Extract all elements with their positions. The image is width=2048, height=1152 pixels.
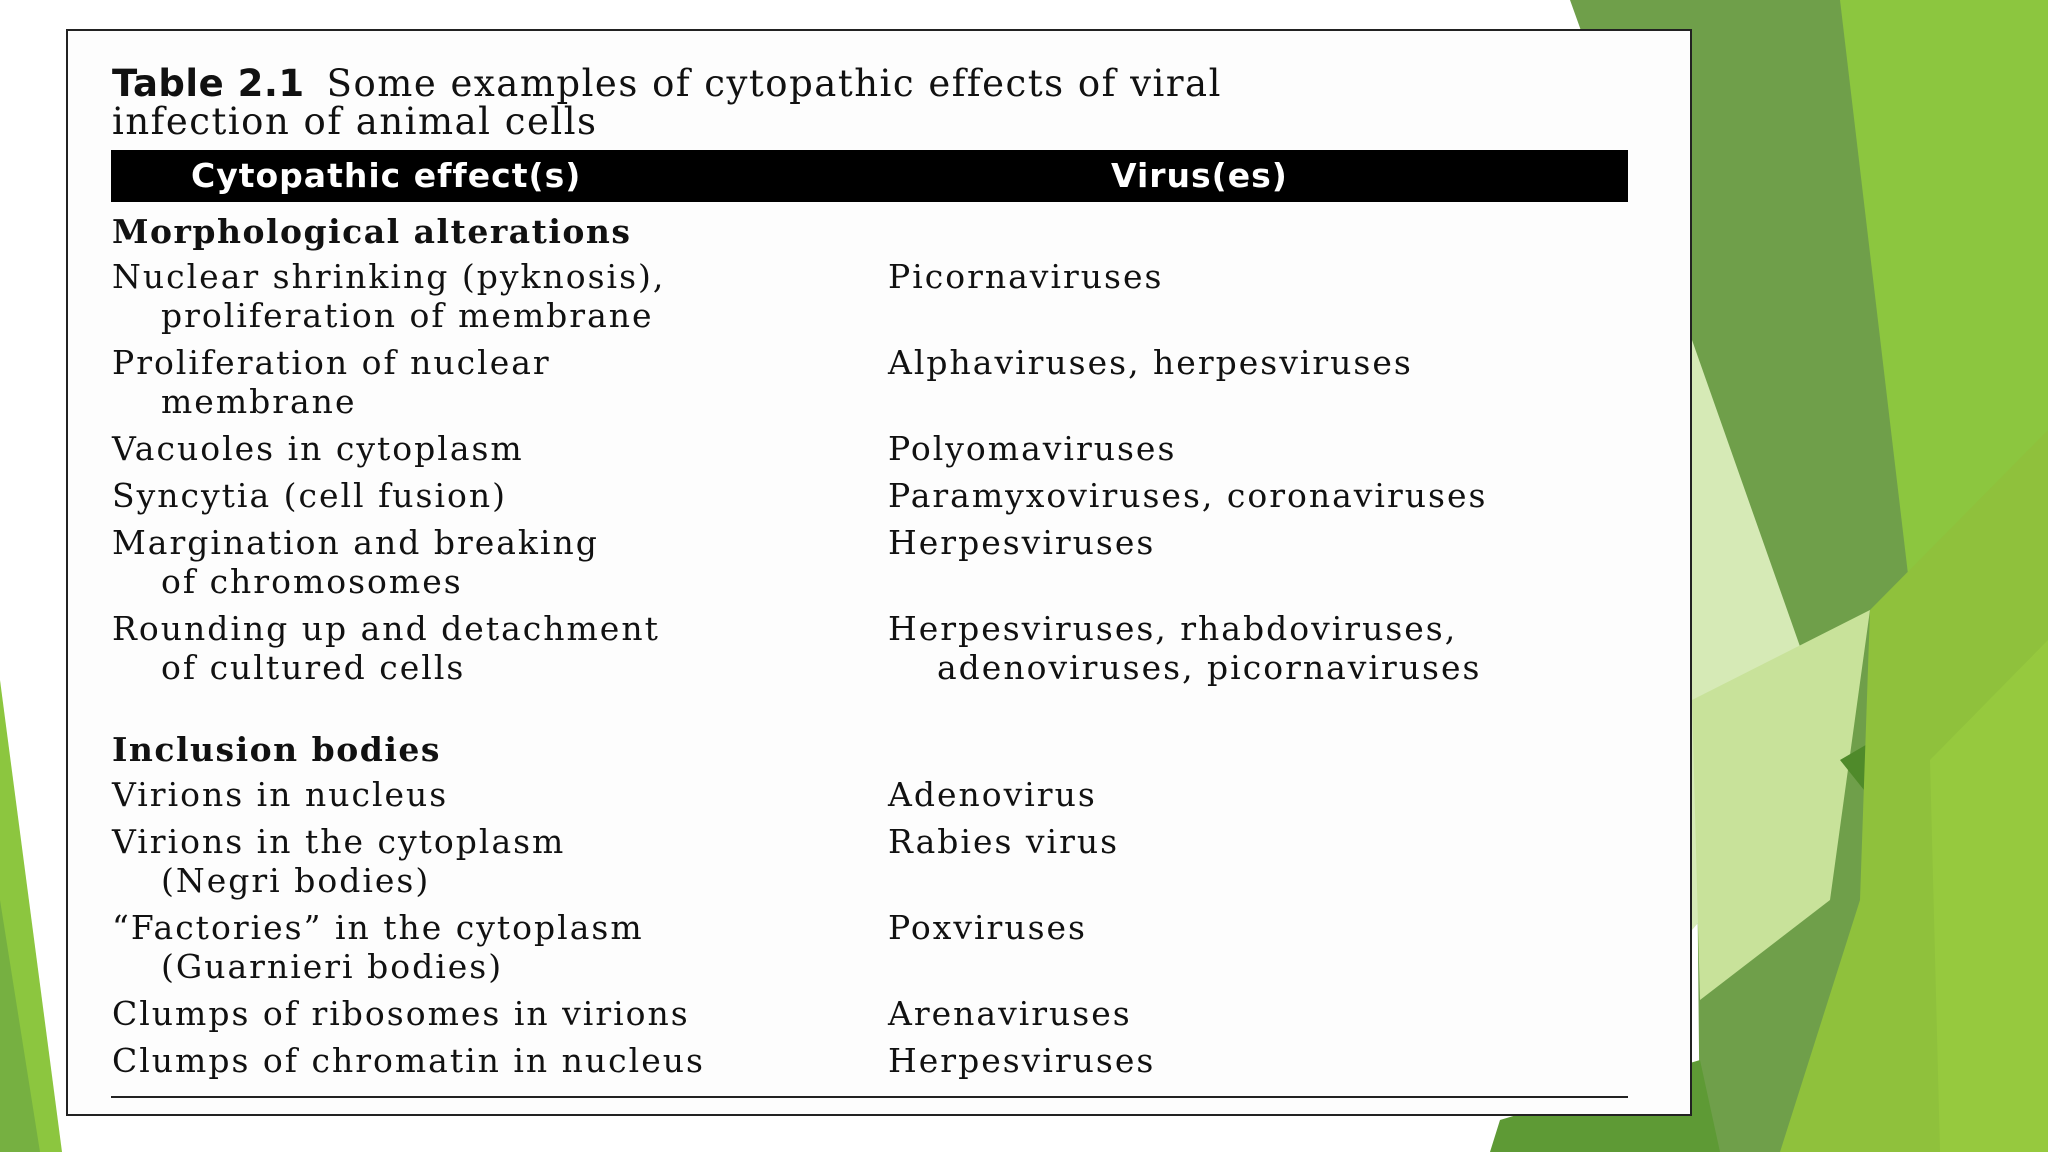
table-row-effect: Proliferation of nuclear membrane [112,343,551,421]
table-row-effect: Clumps of ribosomes in virions [112,994,690,1033]
table-figure [66,29,1692,1116]
table-row-effect: Nuclear shrinking (pyknosis), proliferation of membrane [112,257,666,335]
table-row-virus: Paramyxoviruses, coronaviruses [888,476,1488,515]
section-heading-inclusion: Inclusion bodies [112,730,441,769]
header-viruses: Virus(es) [1111,156,1288,195]
table-row-effect: Vacuoles in cytoplasm [112,429,524,468]
table-row-virus: Herpesviruses, rhabdoviruses, adenoviruses, picornaviruses [888,609,1482,687]
table-row-effect: Clumps of chromatin in nucleus [112,1041,705,1080]
table-caption [112,62,1612,143]
table-row-virus: Herpesviruses [888,523,1156,562]
table-row-effect: Margination and breaking of chromosomes [112,523,599,601]
table-row-virus: Alphaviruses, herpesviruses [888,343,1413,382]
table-row-effect: Rounding up and detachment of cultured cells [112,609,660,687]
table-row-virus: Adenovirus [888,775,1097,814]
table-row-virus: Poxviruses [888,908,1087,947]
table-title-line1: Some examples of cytopathic effects of viral [326,62,1222,105]
table-row-virus: Arenaviruses [888,994,1132,1033]
table-title-line2: infection of animal cells [112,100,598,143]
table-row-effect: Virions in the cytoplasm (Negri bodies) [112,822,566,900]
table-row-virus: Picornaviruses [888,257,1164,296]
table-row-virus: Rabies virus [888,822,1120,861]
table-bottom-rule [111,1096,1628,1098]
table-row-virus: Polyomaviruses [888,429,1177,468]
table-header [111,150,1628,202]
header-cytopathic-effects: Cytopathic effect(s) [191,156,582,195]
table-label: Table 2.1 [112,62,305,105]
table-row-virus: Herpesviruses [888,1041,1156,1080]
table-row-effect: Virions in nucleus [112,775,449,814]
section-heading-morphological: Morphological alterations [112,212,632,251]
table-row-effect: Syncytia (cell fusion) [112,476,508,515]
table-row-effect: “Factories” in the cytoplasm (Guarnieri bodies) [112,908,644,986]
